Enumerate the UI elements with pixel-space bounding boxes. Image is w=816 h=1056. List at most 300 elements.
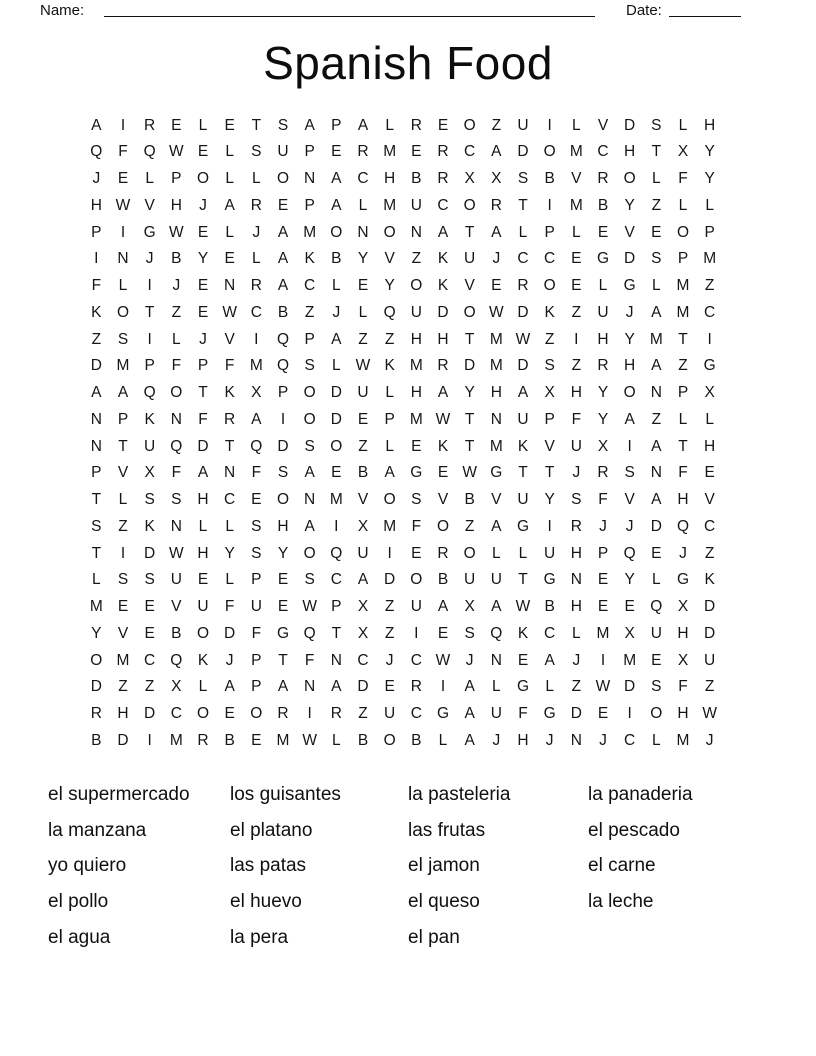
grid-letter: I — [254, 330, 259, 348]
grid-letter: I — [547, 116, 552, 134]
word-search-grid — [83, 112, 723, 754]
word-list-item: el platano — [230, 819, 313, 841]
grid-letter: H — [410, 330, 422, 348]
grid-letter: G — [436, 705, 450, 723]
grid-letter: A — [437, 598, 449, 616]
grid-letter: N — [570, 731, 582, 749]
grid-letter: E — [197, 277, 209, 295]
grid-letter: Z — [571, 303, 582, 321]
grid-letter: H — [704, 116, 716, 134]
grid-letter: T — [518, 464, 528, 482]
grid-letter: Y — [224, 544, 235, 562]
grid-letter: P — [277, 384, 289, 402]
grid-letter: R — [277, 705, 289, 723]
grid-letter: X — [491, 170, 502, 188]
date-blank-line — [669, 16, 741, 17]
grid-letter: L — [198, 116, 208, 134]
grid-letter: P — [544, 410, 555, 428]
grid-letter: N — [490, 651, 502, 669]
grid-letter: A — [437, 223, 449, 241]
grid-letter: U — [410, 196, 422, 214]
grid-letter: M — [649, 330, 663, 348]
grid-letter: Z — [118, 517, 128, 535]
grid-letter: C — [357, 170, 369, 188]
word-list-item: la pera — [230, 926, 289, 948]
grid-letter: X — [357, 517, 369, 535]
grid-letter: S — [304, 571, 315, 589]
grid-letter: G — [676, 571, 690, 589]
word-list-item: el jamon — [408, 855, 480, 877]
word-list-column — [588, 777, 693, 920]
grid-letter: H — [677, 705, 689, 723]
grid-letter: D — [570, 705, 582, 723]
word-list-item: el pan — [408, 926, 460, 948]
grid-letter: M — [383, 196, 397, 214]
grid-letter: H — [677, 624, 689, 642]
word-list-column — [408, 777, 510, 956]
grid-letter: X — [677, 598, 689, 616]
grid-letter: L — [385, 437, 394, 455]
grid-letter: A — [491, 598, 502, 616]
grid-letter: D — [90, 678, 102, 696]
grid-letter: U — [517, 410, 529, 428]
grid-letter: O — [650, 705, 663, 723]
name-blank-line — [104, 16, 595, 17]
grid-letter: G — [143, 223, 156, 241]
grid-letter: Q — [143, 384, 156, 402]
grid-letter: X — [171, 678, 182, 696]
grid-letter: W — [462, 464, 477, 482]
grid-letter: H — [410, 384, 422, 402]
grid-letter: T — [251, 116, 262, 134]
grid-letter: H — [117, 705, 129, 723]
grid-letter: E — [437, 624, 449, 642]
grid-letter: E — [277, 571, 289, 589]
grid-letter: A — [464, 678, 475, 696]
grid-letter: O — [330, 437, 343, 455]
grid-letter: E — [384, 678, 395, 696]
grid-letter: D — [197, 437, 209, 455]
grid-letter: Y — [357, 250, 369, 268]
grid-letter: U — [250, 598, 262, 616]
grid-letter: C — [170, 705, 182, 723]
grid-letter: M — [703, 250, 717, 268]
grid-letter: M — [249, 357, 263, 375]
grid-letter: E — [224, 705, 235, 723]
grid-letter: W — [515, 330, 531, 348]
grid-letter: K — [517, 437, 529, 455]
grid-letter: M — [569, 143, 583, 161]
grid-letter: W — [169, 544, 184, 562]
grid-letter: Q — [623, 544, 636, 562]
grid-letter: L — [678, 116, 688, 134]
grid-letter: G — [276, 624, 290, 642]
grid-letter: M — [489, 357, 503, 375]
grid-letter: O — [543, 143, 556, 161]
grid-letter: W — [302, 731, 317, 749]
grid-letter: C — [330, 571, 342, 589]
grid-letter: O — [196, 170, 210, 188]
grid-letter: I — [120, 223, 126, 241]
grid-letter: J — [705, 731, 714, 749]
grid-letter: E — [491, 277, 502, 295]
grid-letter: E — [651, 223, 662, 241]
grid-letter: R — [597, 170, 609, 188]
grid-letter: T — [224, 437, 235, 455]
grid-letter: N — [90, 410, 102, 428]
grid-letter: L — [225, 517, 234, 535]
grid-letter: M — [489, 437, 503, 455]
grid-letter: C — [544, 250, 556, 268]
grid-letter: K — [197, 651, 209, 669]
grid-letter: E — [411, 143, 422, 161]
grid-letter: N — [170, 410, 182, 428]
grid-letter: M — [89, 598, 103, 616]
grid-letter: Q — [676, 517, 690, 535]
grid-letter: V — [597, 116, 609, 134]
grid-letter: S — [251, 517, 262, 535]
grid-letter: E — [331, 464, 342, 482]
grid-letter: L — [332, 731, 341, 749]
grid-letter: D — [464, 357, 476, 375]
grid-letter: E — [597, 705, 609, 723]
grid-letter: R — [250, 196, 262, 214]
grid-letter: O — [90, 651, 103, 669]
grid-letter: N — [650, 464, 662, 482]
grid-letter: L — [118, 277, 128, 295]
grid-letter: F — [598, 491, 608, 509]
grid-letter: D — [144, 544, 156, 562]
grid-letter: P — [331, 116, 342, 134]
grid-letter: Z — [91, 330, 102, 348]
grid-letter: R — [197, 731, 209, 749]
grid-letter: P — [91, 223, 102, 241]
word-list-item: el agua — [48, 926, 111, 948]
word-list-item: el huevo — [230, 891, 302, 913]
grid-letter: Z — [144, 678, 155, 696]
grid-letter: T — [518, 196, 528, 214]
grid-letter: O — [463, 544, 476, 562]
grid-letter: E — [197, 303, 209, 321]
grid-letter: F — [304, 651, 315, 669]
word-list-column — [230, 777, 341, 956]
grid-letter: A — [651, 303, 662, 321]
grid-letter: H — [677, 491, 689, 509]
grid-letter: R — [597, 357, 609, 375]
grid-letter: I — [414, 624, 419, 642]
grid-letter: K — [384, 357, 395, 375]
word-list-item: la leche — [588, 891, 654, 913]
grid-letter: N — [330, 651, 342, 669]
grid-letter: I — [440, 678, 446, 696]
grid-letter: F — [571, 410, 582, 428]
grid-letter: L — [358, 303, 368, 321]
grid-letter: N — [304, 491, 316, 509]
grid-letter: J — [599, 517, 607, 535]
grid-letter: R — [330, 705, 342, 723]
grid-letter: E — [624, 598, 635, 616]
grid-letter: Z — [358, 330, 368, 348]
grid-letter: H — [704, 437, 716, 455]
grid-letter: L — [598, 277, 608, 295]
grid-letter: J — [199, 196, 207, 214]
grid-letter: E — [597, 598, 609, 616]
grid-letter: E — [277, 196, 289, 214]
grid-letter: A — [277, 223, 289, 241]
grid-letter: O — [196, 624, 210, 642]
grid-letter: I — [307, 705, 312, 723]
grid-letter: M — [276, 731, 290, 749]
grid-letter: R — [224, 410, 236, 428]
grid-letter: U — [650, 624, 662, 642]
grid-letter: S — [464, 624, 475, 642]
grid-letter: J — [599, 731, 607, 749]
grid-letter: L — [705, 410, 714, 428]
grid-letter: N — [90, 437, 102, 455]
grid-letter: X — [144, 464, 155, 482]
grid-letter: F — [518, 705, 528, 723]
grid-letter: E — [357, 410, 369, 428]
grid-letter: W — [222, 303, 237, 321]
word-list — [48, 777, 778, 977]
grid-letter: U — [410, 303, 422, 321]
grid-letter: I — [387, 544, 392, 562]
grid-letter: O — [303, 410, 316, 428]
word-list-item: el pollo — [48, 891, 109, 913]
grid-letter: O — [463, 303, 476, 321]
grid-letter: W — [115, 196, 131, 214]
grid-letter: V — [624, 223, 635, 241]
grid-letter: A — [624, 410, 635, 428]
grid-letter: D — [144, 705, 156, 723]
grid-letter: J — [625, 517, 634, 535]
grid-letter: D — [517, 303, 529, 321]
grid-letter: N — [410, 223, 422, 241]
grid-letter: B — [357, 731, 369, 749]
grid-letter: N — [570, 571, 582, 589]
grid-letter: L — [545, 678, 554, 696]
grid-letter: J — [492, 731, 501, 749]
grid-letter: D — [357, 678, 369, 696]
grid-letter: V — [384, 250, 395, 268]
grid-letter: E — [517, 651, 529, 669]
grid-letter: S — [304, 357, 315, 375]
grid-letter: L — [225, 143, 234, 161]
grid-letter: U — [570, 437, 582, 455]
grid-letter: N — [357, 223, 369, 241]
grid-letter: K — [224, 384, 235, 402]
grid-letter: I — [627, 705, 632, 723]
grid-letter: E — [197, 223, 209, 241]
grid-letter: U — [357, 384, 369, 402]
grid-letter: S — [251, 143, 262, 161]
grid-letter: U — [197, 598, 209, 616]
grid-letter: B — [464, 491, 475, 509]
grid-letter: L — [518, 544, 528, 562]
grid-letter: J — [545, 731, 554, 749]
grid-letter: I — [147, 277, 152, 295]
grid-letter: L — [652, 170, 661, 188]
grid-letter: A — [224, 196, 235, 214]
grid-letter: W — [302, 598, 317, 616]
grid-letter: A — [304, 517, 315, 535]
grid-letter: H — [570, 598, 582, 616]
grid-letter: C — [224, 491, 236, 509]
grid-letter: A — [331, 170, 342, 188]
grid-letter: L — [678, 410, 688, 428]
grid-letter: A — [331, 196, 342, 214]
grid-letter: G — [703, 357, 716, 375]
grid-letter: P — [171, 170, 182, 188]
grid-letter: E — [251, 491, 262, 509]
grid-letter: Y — [704, 143, 715, 161]
grid-letter: Z — [651, 196, 662, 214]
grid-letter: F — [198, 410, 208, 428]
grid-letter: D — [624, 678, 636, 696]
grid-letter: L — [705, 196, 714, 214]
grid-letter: F — [171, 464, 182, 482]
grid-letter: T — [518, 571, 528, 589]
grid-letter: G — [543, 571, 556, 589]
grid-letter: U — [464, 250, 476, 268]
grid-letter: O — [170, 384, 183, 402]
grid-letter: N — [170, 517, 182, 535]
grid-letter: M — [596, 624, 610, 642]
grid-letter: D — [704, 624, 716, 642]
grid-letter: A — [491, 223, 502, 241]
grid-letter: V — [491, 491, 502, 509]
grid-letter: T — [144, 303, 155, 321]
grid-letter: A — [304, 116, 315, 134]
grid-letter: D — [437, 303, 449, 321]
grid-letter: Z — [571, 678, 582, 696]
grid-letter: Z — [704, 544, 715, 562]
grid-letter: I — [147, 731, 152, 749]
grid-letter: C — [144, 651, 156, 669]
grid-letter: Q — [276, 330, 290, 348]
grid-letter: K — [704, 571, 715, 589]
grid-letter: L — [198, 678, 208, 696]
grid-letter: L — [492, 544, 501, 562]
grid-letter: Z — [571, 357, 582, 375]
grid-letter: B — [411, 170, 422, 188]
grid-letter: O — [410, 277, 423, 295]
grid-letter: F — [678, 464, 688, 482]
grid-letter: P — [384, 410, 395, 428]
grid-letter: R — [357, 143, 369, 161]
grid-letter: Y — [91, 624, 102, 642]
grid-letter: D — [90, 357, 102, 375]
grid-letter: W — [435, 410, 451, 428]
grid-letter: F — [411, 517, 422, 535]
grid-letter: O — [276, 170, 290, 188]
grid-letter: B — [331, 250, 342, 268]
grid-letter: S — [304, 437, 315, 455]
grid-letter: C — [250, 303, 262, 321]
grid-letter: S — [251, 544, 262, 562]
grid-letter: M — [676, 303, 690, 321]
grid-letter: M — [329, 491, 343, 509]
grid-letter: W — [702, 705, 717, 723]
grid-letter: E — [437, 464, 449, 482]
grid-letter: L — [652, 731, 661, 749]
grid-letter: F — [224, 598, 235, 616]
grid-letter: W — [169, 143, 184, 161]
grid-letter: Z — [304, 303, 315, 321]
grid-letter: M — [409, 357, 423, 375]
grid-letter: E — [704, 464, 715, 482]
grid-letter: Z — [411, 250, 422, 268]
grid-letter: G — [516, 517, 530, 535]
word-list-item: los guisantes — [230, 784, 341, 805]
grid-letter: J — [225, 651, 234, 669]
grid-letter: S — [651, 678, 662, 696]
grid-letter: E — [251, 731, 262, 749]
grid-letter: E — [357, 277, 369, 295]
grid-letter: B — [91, 731, 102, 749]
grid-letter: I — [627, 437, 632, 455]
grid-letter: P — [251, 571, 262, 589]
grid-letter: O — [303, 544, 316, 562]
word-list-item: la pasteleria — [408, 784, 511, 805]
grid-letter: G — [410, 464, 423, 482]
word-list-item: las patas — [230, 855, 307, 877]
grid-letter: T — [678, 330, 688, 348]
grid-letter: R — [410, 116, 422, 134]
grid-letter: V — [464, 277, 475, 295]
grid-letter: A — [491, 143, 502, 161]
date-label: Date: — [626, 2, 662, 19]
grid-letter: A — [117, 384, 129, 402]
grid-letter: M — [303, 223, 317, 241]
grid-letter: F — [678, 170, 688, 188]
word-list-item: el supermercado — [48, 784, 190, 805]
grid-letter: U — [597, 303, 609, 321]
grid-letter: L — [385, 116, 394, 134]
grid-letter: N — [304, 678, 316, 696]
grid-letter: S — [144, 571, 155, 589]
grid-letter: L — [518, 223, 528, 241]
grid-letter: Z — [384, 330, 395, 348]
grid-letter: V — [144, 196, 155, 214]
grid-letter: O — [303, 384, 316, 402]
grid-letter: Q — [276, 357, 290, 375]
grid-letter: H — [570, 544, 582, 562]
grid-letter: T — [464, 223, 475, 241]
grid-letter: W — [489, 303, 504, 321]
grid-letter: E — [277, 598, 289, 616]
grid-letter: H — [624, 143, 636, 161]
grid-letter: C — [624, 731, 636, 749]
grid-letter: C — [544, 624, 556, 642]
grid-letter: X — [464, 598, 475, 616]
grid-letter: L — [385, 384, 394, 402]
grid-letter: D — [117, 731, 129, 749]
grid-letter: S — [117, 330, 129, 348]
grid-letter: B — [544, 598, 555, 616]
grid-letter: J — [172, 277, 181, 295]
grid-letter: H — [597, 330, 609, 348]
grid-letter: P — [144, 357, 155, 375]
grid-letter: Q — [383, 303, 396, 321]
grid-letter: U — [144, 437, 156, 455]
grid-letter: Z — [358, 437, 368, 455]
grid-letter: A — [91, 384, 102, 402]
grid-letter: O — [383, 223, 396, 241]
grid-letter: H — [170, 196, 182, 214]
grid-letter: O — [463, 116, 476, 134]
grid-letter: H — [490, 384, 502, 402]
